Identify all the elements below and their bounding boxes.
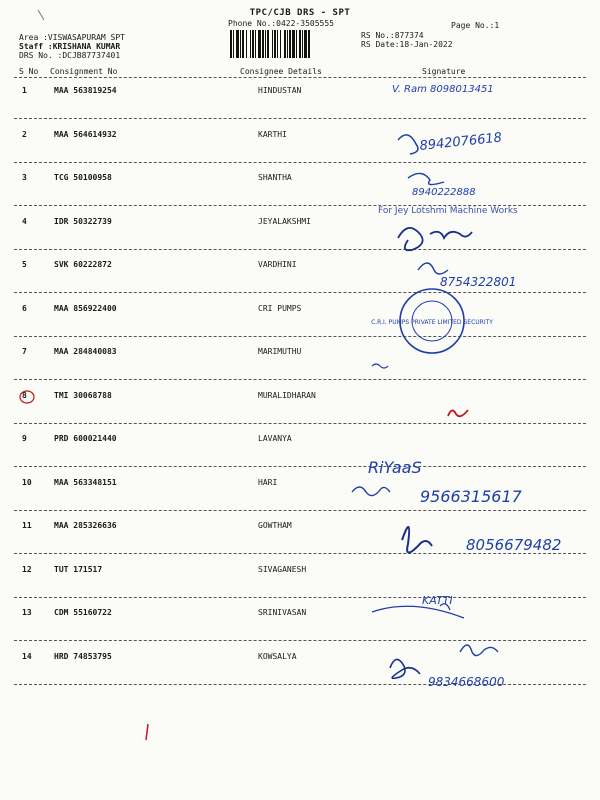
signature-r11	[402, 527, 432, 553]
row-divider	[14, 597, 586, 598]
row-divider	[14, 118, 586, 119]
row-sno: 5	[22, 260, 27, 269]
handwriting-r14-phone: 9834668600	[428, 675, 505, 689]
row-divider	[14, 205, 586, 206]
staff-label: Staff :	[19, 42, 53, 51]
signature-r2	[398, 135, 418, 154]
row-sno: 6	[22, 304, 27, 313]
stamp-r4: For Jey Lotshmi Machine Works	[378, 206, 518, 216]
stamp-r6-text: C.R.I. PUMPS PRIVATE LIMITED SECURITY	[371, 319, 493, 326]
staff-name: KRISHANA KUMAR	[52, 42, 121, 51]
signature-r5	[418, 263, 448, 274]
handwriting-r10-name: RiYaaS	[368, 458, 422, 477]
row-divider	[14, 249, 586, 250]
row-sno: 12	[22, 565, 32, 574]
row-sno: 11	[22, 521, 32, 530]
row-consignment-no: TMI 30068788	[54, 391, 112, 400]
red-mark-r8	[448, 410, 468, 416]
row-consignment-no: MAA 563819254	[54, 86, 117, 95]
row-sno: 7	[22, 347, 27, 356]
row-sno: 14	[22, 652, 32, 661]
handwriting-r3: 8940222888	[412, 187, 476, 198]
document-title: TPC/CJB DRS - SPT	[249, 8, 351, 18]
round-stamp-r6	[371, 289, 493, 353]
row-consignment-no: MAA 564614932	[54, 130, 117, 139]
row-sno: 4	[22, 217, 27, 226]
row-consignment-no: CDM 55160722	[54, 608, 112, 617]
rs-date: RS Date:18-Jan-2022	[361, 40, 453, 49]
row-divider	[14, 466, 586, 467]
row-consignment-no: MAA 563348151	[54, 478, 117, 487]
signature-r13	[460, 645, 498, 656]
handwriting-r10-phone: 9566315617	[420, 487, 522, 506]
row-consignee: MARIMUTHU	[258, 347, 302, 356]
row-consignee: GOWTHAM	[258, 521, 292, 530]
row-divider	[14, 379, 586, 380]
row-consignment-no: TUT 171517	[54, 565, 103, 574]
signature-r10	[352, 487, 390, 496]
row-divider	[14, 423, 586, 424]
row-divider	[14, 684, 586, 685]
row-consignment-no: SVK 60222872	[54, 260, 112, 269]
row-consignee: CRI PUMPS	[258, 304, 302, 313]
row-consignment-no: TCG 50100958	[54, 173, 112, 182]
row-consignee: JEYALAKSHMI	[258, 217, 311, 226]
handwriting-r5: 8754322801	[440, 275, 517, 289]
row-divider	[14, 292, 586, 293]
row-consignment-no: MAA 285326636	[54, 521, 117, 530]
row-consignee: SHANTHA	[258, 173, 292, 182]
area-label: Area :VISWASAPURAM SPT	[19, 33, 125, 42]
row-consignment-no: HRD 74853795	[54, 652, 112, 661]
handwriting-r2: 8942076618	[418, 130, 503, 154]
row-sno: 10	[22, 478, 32, 487]
signature-r3	[408, 173, 444, 184]
col-head-sno: S No	[19, 67, 39, 76]
row-sno: 9	[22, 434, 27, 443]
page-number: Page No.:1	[451, 21, 500, 30]
drs-number: DRS No. :DCJB87737401	[19, 51, 121, 60]
phone-number: Phone No.:0422-3505555	[228, 19, 334, 28]
row-consignment-no: IDR 50322739	[54, 217, 112, 226]
col-head-signature: Signature	[422, 67, 466, 76]
handwriting-r11-phone: 8056679482	[466, 536, 562, 554]
row-consignee: LAVANYA	[258, 434, 292, 443]
row-consignee: KOWSALYA	[258, 652, 297, 661]
row-sno: 8	[22, 391, 27, 400]
row-consignee: KARTHI	[258, 130, 287, 139]
row-sno: 1	[22, 86, 27, 95]
row-sno: 3	[22, 173, 27, 182]
row-sno: 13	[22, 608, 32, 617]
signature-r4	[398, 228, 472, 250]
row-consignee: SIVAGANESH	[258, 565, 307, 574]
row-sno: 2	[22, 130, 27, 139]
signature-r14	[390, 659, 420, 678]
row-consignee: VARDHINI	[258, 260, 297, 269]
col-head-consignee: Consignee Details	[240, 67, 322, 76]
row-consignment-no: PRD 600021440	[54, 434, 117, 443]
row-divider	[14, 510, 586, 511]
handwriting-r12: KATTI	[422, 594, 453, 607]
handwriting-r1: V. Ram 8098013451	[392, 84, 494, 95]
rs-number: RS No.:877374	[361, 31, 424, 40]
barcode	[230, 30, 352, 58]
header-rule	[14, 77, 586, 78]
row-divider	[14, 553, 586, 554]
row-consignment-no: MAA 284840083	[54, 347, 117, 356]
staff-line	[19, 42, 120, 51]
row-divider	[14, 336, 586, 337]
signature-r12	[372, 604, 464, 618]
row-divider	[14, 640, 586, 641]
row-consignee: HARI	[258, 478, 278, 487]
col-head-consignment: Consignment No	[50, 67, 118, 76]
row-consignee: HINDUSTAN	[258, 86, 302, 95]
row-consignee: MURALIDHARAN	[258, 391, 316, 400]
stray-mark-bottom	[146, 724, 148, 740]
row-divider	[14, 162, 586, 163]
row-consignment-no: MAA 856922400	[54, 304, 117, 313]
mark-r7	[372, 364, 388, 368]
barcode-bar	[310, 30, 311, 58]
row-consignee: SRINIVASAN	[258, 608, 307, 617]
